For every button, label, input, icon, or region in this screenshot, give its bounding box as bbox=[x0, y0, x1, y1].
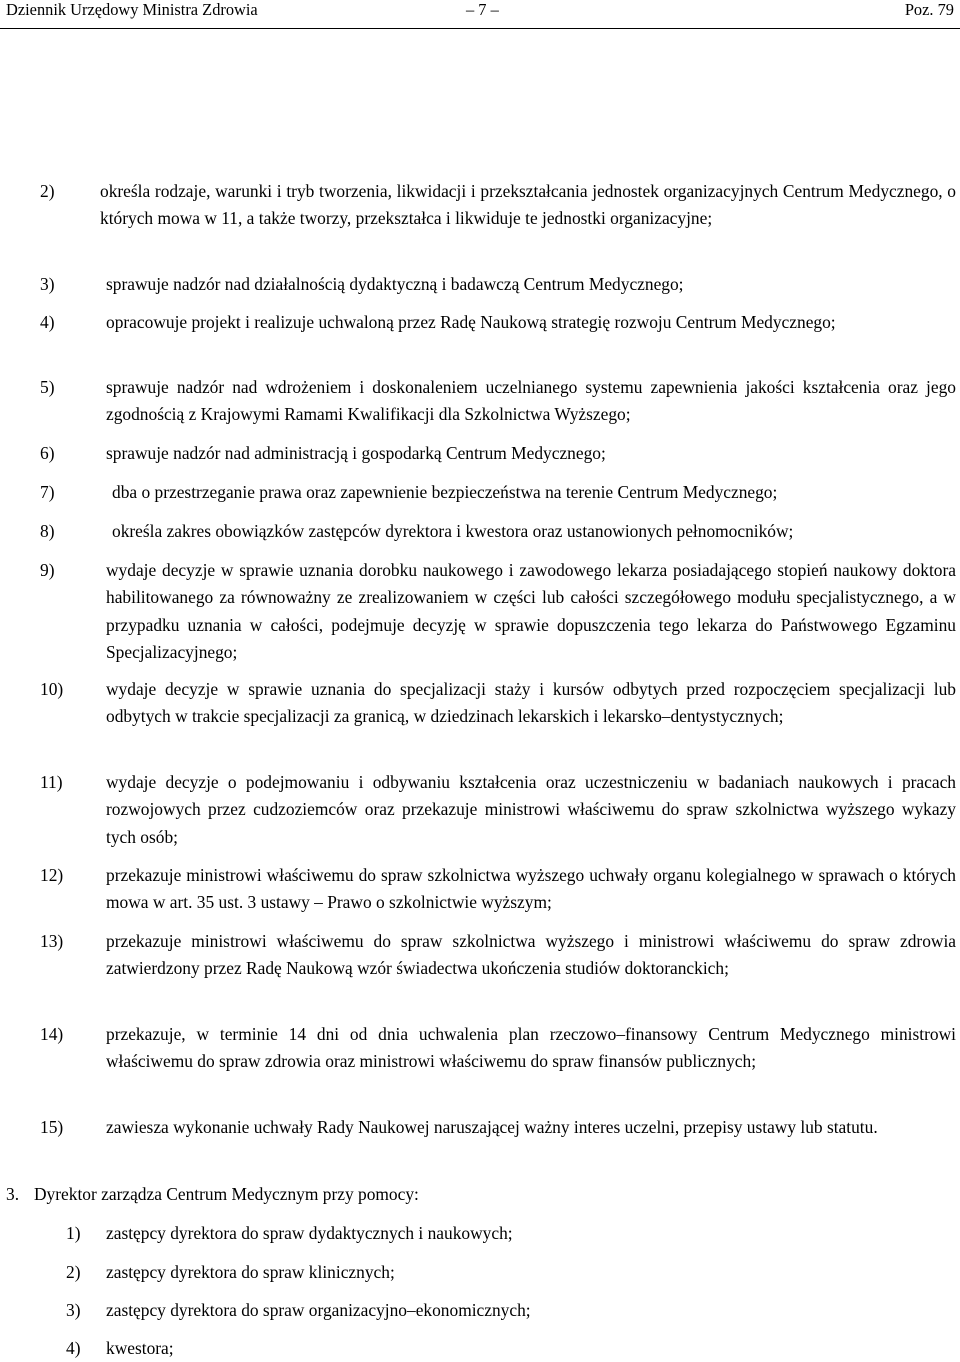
item-number: 4) bbox=[40, 312, 55, 332]
sub-item-text: zastępcy dyrektora do spraw organizacyjno–ekonomicznych; bbox=[106, 1300, 531, 1320]
item-number: 7) bbox=[40, 482, 55, 502]
sub-item-number: 2) bbox=[66, 1262, 81, 1282]
item-5-text: sprawuje nadzór nad wdrożeniem i doskonaleniem uczelnianego systemu zapewnienia jakości kształcenia oraz jego zgodnością z Krajowymi Ramami Kwalifikacji dla Szkolnictwa Wyższego; bbox=[106, 377, 956, 424]
item-7-text: dba o przestrzeganie prawa oraz zapewnienie bezpieczeństwa na terenie Centrum Medycznego; bbox=[112, 482, 778, 502]
item-number: 12) bbox=[40, 865, 64, 885]
item-text bbox=[100, 178, 956, 232]
item-14-text: przekazuje, w terminie 14 dni od dnia uchwalenia plan rzeczowo–finansowy Centrum Medycznego ministrowi właściwemu do spraw zdrowia oraz ministrowi właściwemu do spraw finansów publicznych; bbox=[106, 1024, 956, 1072]
item-6-text: sprawuje nadzór nad administracją i gospodarką Centrum Medycznego; bbox=[106, 443, 606, 463]
list-item bbox=[100, 178, 956, 232]
item-number: 6) bbox=[40, 443, 55, 463]
sub-item-text: zastępcy dyrektora do spraw klinicznych; bbox=[106, 1262, 395, 1282]
page-number: – 7 – bbox=[466, 0, 499, 19]
section-heading: Dyrektor zarządza Centrum Medycznym przy pomocy: bbox=[34, 1184, 419, 1204]
item-number: 10) bbox=[40, 679, 64, 699]
item-number: 15) bbox=[40, 1117, 64, 1137]
item-number: 11) bbox=[40, 772, 63, 792]
sub-item-number: 3) bbox=[66, 1300, 81, 1320]
sub-item-text: zastępcy dyrektora do spraw dydaktycznych i naukowych; bbox=[106, 1223, 513, 1243]
item-13-text: przekazuje ministrowi właściwemu do spraw szkolnictwa wyższego i ministrowi właściwemu do spraw zdrowia zatwierdzony przez Radę Naukową wzór świadectwa ukończenia studiów doktoranckich; bbox=[106, 931, 956, 979]
item-number: 14) bbox=[40, 1024, 64, 1044]
item-number: 13) bbox=[40, 931, 64, 951]
item-number: 5) bbox=[40, 377, 55, 397]
item-15-text: zawiesza wykonanie uchwały Rady Naukowej naruszającej ważny interes uczelni, przepisy ustawy lub statutu. bbox=[106, 1117, 878, 1137]
item-number: 9) bbox=[40, 560, 55, 580]
sub-item-number: 4) bbox=[66, 1338, 81, 1358]
item-4-text: opracowuje projekt i realizuje uchwaloną przez Radę Naukową strategię rozwoju Centrum Medycznego; bbox=[106, 312, 836, 332]
item-2-text: określa rodzaje, warunki i tryb tworzenia, likwidacji i przekształcania jednostek organizacyjnych Centrum Medycznego, o których mowa w 11, a także tworzy, przekształca i likwiduje te jednostki organizacyjne; bbox=[100, 181, 956, 228]
item-11-text: wydaje decyzje o podejmowaniu i odbywaniu kształcenia oraz uczestniczeniu w badaniach naukowych i pracach rozwojowych przez cudzoziemców oraz przekazuje ministrowi właściwemu do spraw szkolnictwa wyższego wykazy tych osób; bbox=[106, 772, 956, 847]
item-number: 8) bbox=[40, 521, 55, 541]
sub-item-number: 1) bbox=[66, 1223, 81, 1243]
item-8-text: określa zakres obowiązków zastępców dyrektora i kwestora oraz ustanowionych pełnomocników; bbox=[112, 521, 794, 541]
section-number: 3. bbox=[6, 1184, 20, 1204]
item-number: 3) bbox=[40, 274, 55, 294]
item-12-text: przekazuje ministrowi właściwemu do spraw szkolnictwa wyższego uchwały organu kolegialnego w sprawach o których mowa w art. 35 ust. 3 ustawy – Prawo o szkolnictwie wyższym; bbox=[106, 865, 956, 913]
item-number: 2) bbox=[40, 181, 55, 201]
page-header bbox=[0, 0, 960, 29]
item-9-text: wydaje decyzje w sprawie uznania dorobku naukowego i zawodowego lekarza posiadającego stopień naukowy doktora habilitowanego za równoważny ze zrealizowaniem w części lub całości szczegółowego modułu specjalistycznego, a w przypadku uznania w całości, podejmuje decyzję w sprawie dopuszczenia tego lekarza do Państwowego Egzaminu Specjalizacyjnego; bbox=[106, 560, 956, 662]
journal-title: Dziennik Urzędowy Ministra Zdrowia bbox=[6, 0, 258, 19]
position-number: Poz. 79 bbox=[904, 0, 954, 19]
sub-item-text: kwestora; bbox=[106, 1338, 174, 1358]
item-3-text: sprawuje nadzór nad działalnością dydaktyczną i badawczą Centrum Medycznego; bbox=[106, 274, 684, 294]
item-10-text: wydaje decyzje w sprawie uznania do specjalizacji staży i kursów odbytych przed rozpoczęciem specjalizacji lub odbytych w trakcie specjalizacji za granicą, w dziedzinach lekarskich i lekarsko–dentystycznych; bbox=[106, 679, 956, 727]
